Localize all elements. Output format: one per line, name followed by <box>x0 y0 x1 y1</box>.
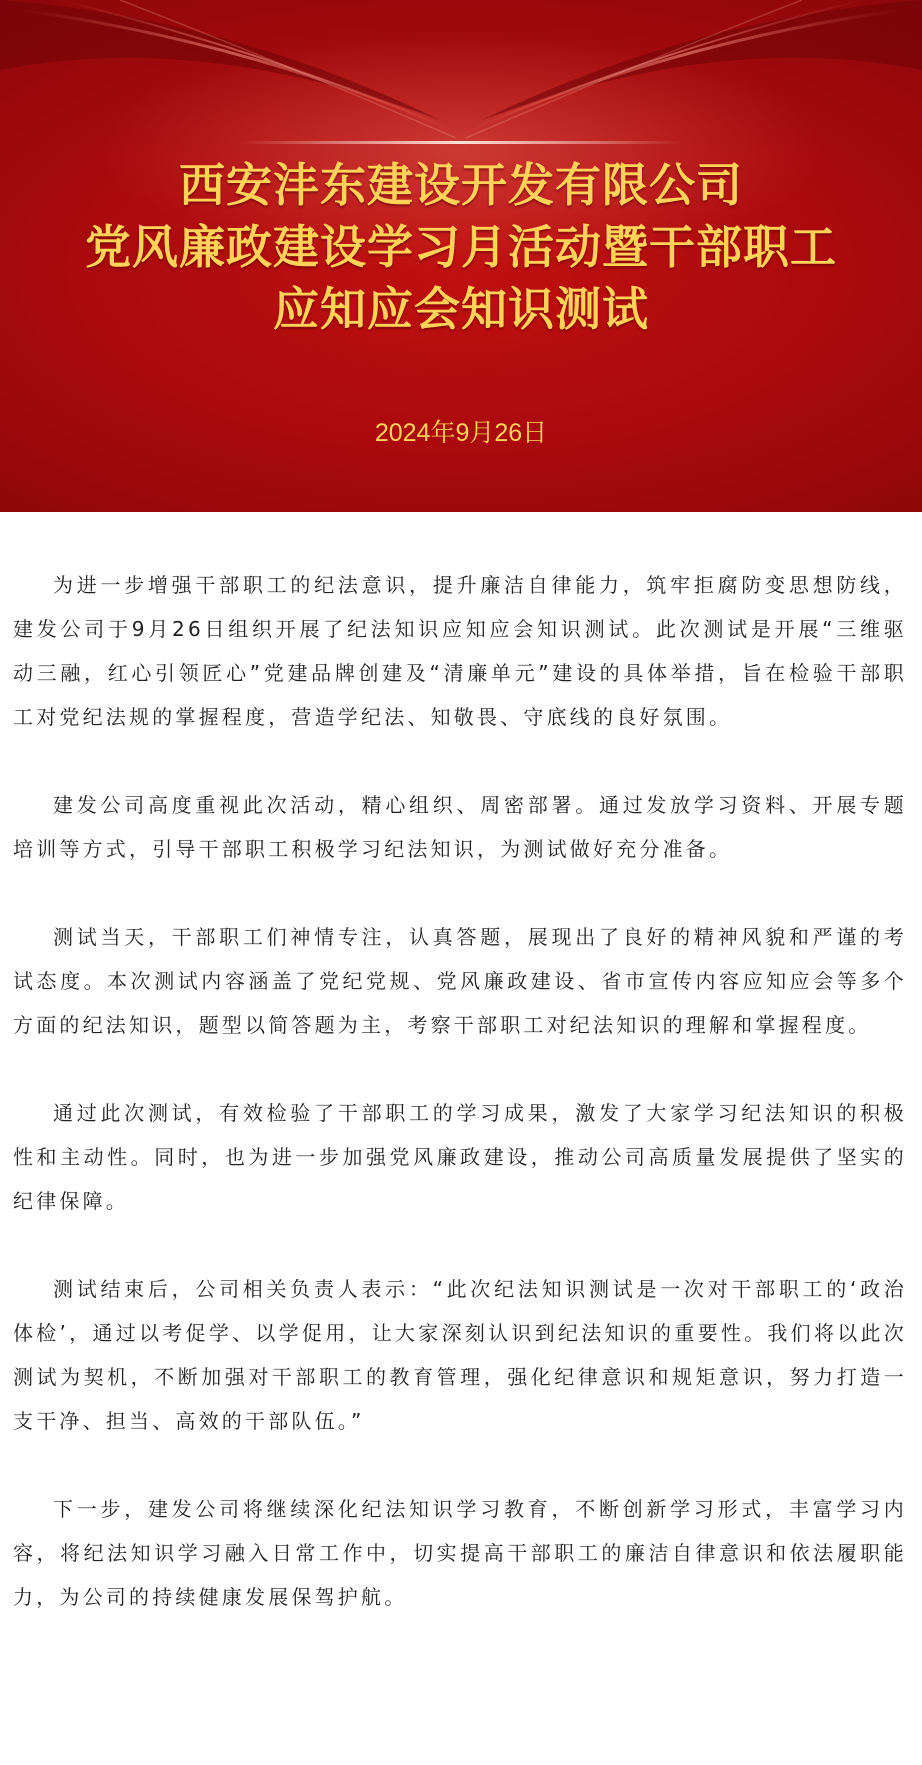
header-banner <box>0 0 922 512</box>
paragraph-2: 建发公司高度重视此次活动，精心组织、周密部署。通过发放学习资料、开展专题培训等方式，引导干部职工积极学习纪法知识，为测试做好充分准备。 <box>13 793 907 861</box>
publish-date: 2024年9月26日 <box>374 419 548 447</box>
paragraph-4: 通过此次测试，有效检验了干部职工的学习成果，激发了大家学习纪法知识的积极性和主动性。同时，也为进一步加强党风廉政建设，推动公司高质量发展提供了坚实的纪律保障。 <box>13 1101 907 1213</box>
page-title <box>0 154 922 340</box>
paragraph-3: 测试当天，干部职工们神情专注，认真答题，展现出了良好的精神风貌和严谨的考试态度。本次测试内容涵盖了党纪党规、党风廉政建设、省市宣传内容应知应会等多个方面的纪法知识，题型以简答题为主，考察干部职工对纪法知识的理解和掌握程度。 <box>13 925 907 1037</box>
title-line-3: 应知应会知识测试 <box>273 282 649 336</box>
paragraph-1: 为进一步增强干部职工的纪法意识，提升廉洁自律能力，筑牢拒腐防变思想防线，建发公司于9月26日组织开展了纪法知识应知应会知识测试。此次测试是开展“三维驱动三融，红心引领匠心”党建品牌创建及“清廉单元”建设的具体举措，旨在检验干部职工对党纪法规的掌握程度，营造学纪法、知敬畏、守底线的良好氛围。 <box>13 573 907 729</box>
title-line-2: 党风廉政建设学习月活动暨干部职工 <box>85 220 837 274</box>
glow-line <box>240 141 682 144</box>
title-line-1: 西安沣东建设开发有限公司 <box>179 158 743 212</box>
article-body <box>13 563 907 1663</box>
paragraph-5: 测试结束后，公司相关负责人表示：“此次纪法知识测试是一次对干部职工的‘政治体检’，通过以考促学、以学促用，让大家深刻认识到纪法知识的重要性。我们将以此次测试为契机，不断加强对干部职工的教育管理，强化纪律意识和规矩意识，努力打造一支干净、担当、高效的干部队伍。” <box>13 1277 907 1433</box>
paragraph-6: 下一步，建发公司将继续深化纪法知识学习教育，不断创新学习形式，丰富学习内容，将纪法知识学习融入日常工作中，切实提高干部职工的廉洁自律意识和依法履职能力，为公司的持续健康发展保驾护航。 <box>13 1497 907 1609</box>
